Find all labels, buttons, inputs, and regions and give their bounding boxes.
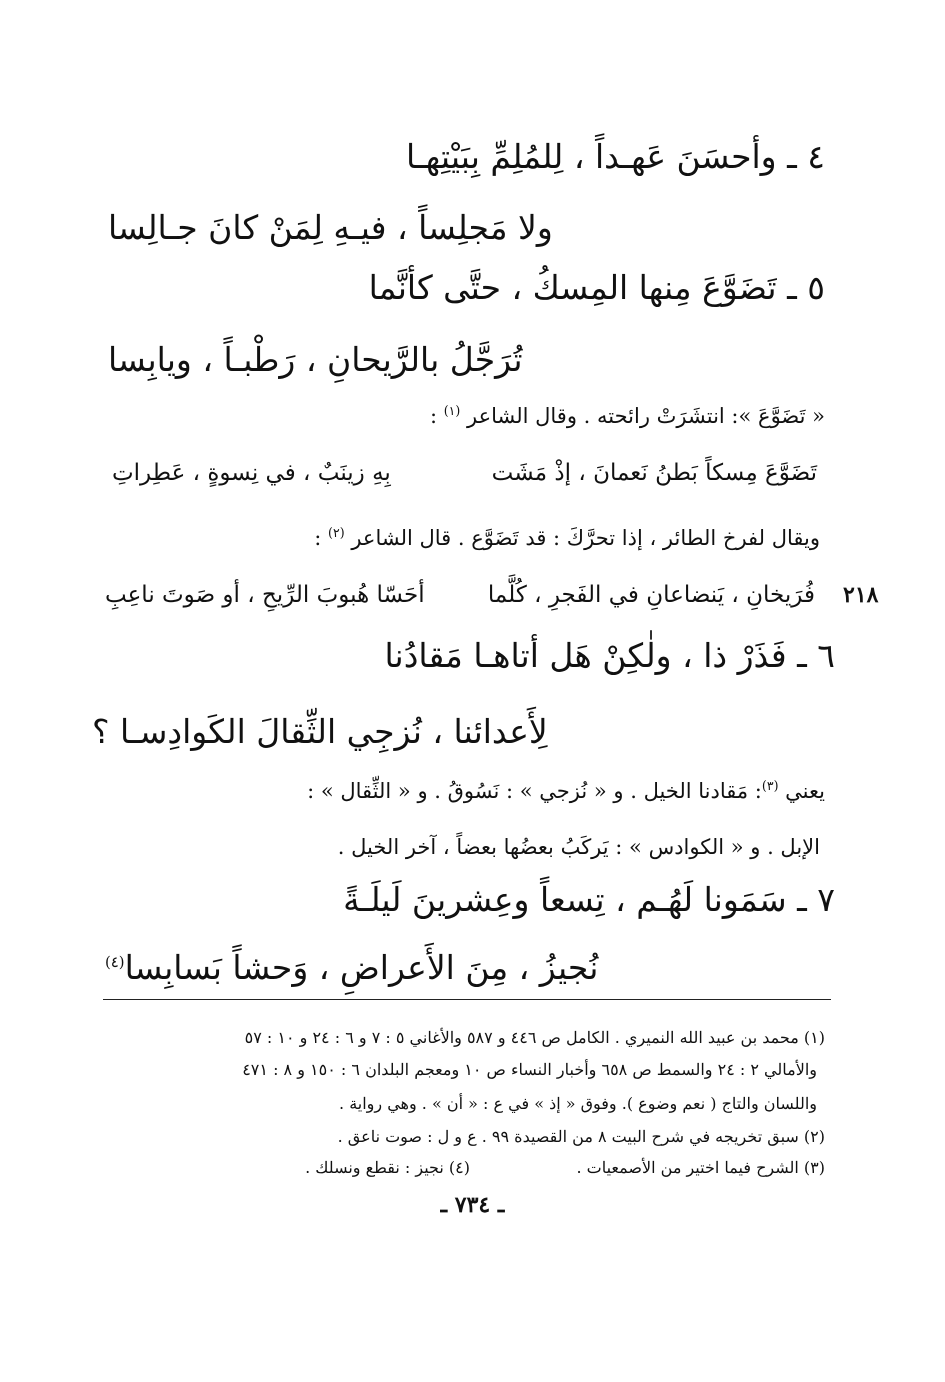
footnote-ref-3: (٣) [761,778,779,793]
footnote-3-number: (٣) [803,1158,825,1177]
footnote-1-text: محمد بن عبيد الله النميري . الكامل ص ٤٤٦ و ٥٨٧ والأغاني ٥ : ٧ و ٦ : ٢٤ و ١٠ : ٥٧ [244,1028,799,1047]
commentary-text-2: ويقال لفرخ الطائر ، إذا تحرَّكَ : قد تَضَوَّع . قال الشاعر [344,526,820,550]
footnote-2-text: سبق تخريجه في شرح البيت ٨ من القصيدة ٩٩ . ع و ل : صوت ناعق . [337,1127,799,1146]
footnote-4 [305,1158,470,1177]
commentary-line-4: الإبل . و « الكوادس » : يَركَبُ بعضُها بعضاً ، آخر الخيل . [337,835,820,859]
commentary-line-2 [314,525,820,550]
verse-4-second-hemistich: ولا مَجلِساً ، فيـهِ لِمَنْ كانَ جـالِسا [108,208,553,247]
verse-5-first-hemistich: ٥ ـ تَضَوَّعَ مِنها المِسكُ ، حتَّى كأنَّما [368,268,825,307]
commentary-line [430,403,825,428]
commentary-colon-2: : [314,526,329,550]
page-number: ـ ٧٣٤ ـ [440,1192,505,1218]
commentary-line-3 [307,778,825,803]
quoted-verse-1 [112,460,817,486]
footnote-1-number: (١) [803,1028,825,1047]
commentary-colon: : [429,404,444,428]
verse-7-second-text: نُجيزُ ، مِنَ الأَعراضِ ، وَحشاً بَسابِسا [124,948,599,987]
footnote-4-number: (٤) [448,1158,470,1177]
verse-5-second-hemistich: تُرَجَّلُ بالرَّيحانِ ، رَطْبـاً ، ويابِسا [108,340,523,379]
margin-number: ٢١٨ [843,582,879,608]
footnote-ref-1: (١) [443,403,461,418]
verse-6-second-hemistich: لِأَعدائنا ، نُزجِي الثِّقالَ الكَوادِسـا ؟ [92,712,548,751]
verse-7-second-hemistich [105,948,598,987]
verse-6-first-hemistich: ٦ ـ فَذَرْ ذا ، ولٰكِنْ هَل أتاهـا مَقادُنا [384,636,835,675]
commentary-text-3: يعني [778,779,825,803]
footnote-1-line-3: واللسان والتاج ( نعم وضوع ). وفوق « إذ » في ع : « أن » . وهي رواية . [339,1094,817,1113]
commentary-text: « تَضَوَّعَ »: انتشَرَتْ رائحته . وقال الشاعر [460,404,825,428]
footnote-1-line-2: والأمالي ٢ : ٢٤ والسمط ص ٦٥٨ وأخبار النساء ص ١٠ ومعجم البلدان ٦ : ١٥٠ و ٨ : ٤٧١ [242,1060,817,1079]
verse-7-first-hemistich: ٧ ـ سَمَونا لَهُـم ، تِسعاً وعِشرينَ لَيلَـةً [343,880,835,919]
footnote-2 [338,1127,825,1146]
footnote-4-text: نجيز : نقطع ونسلك . [305,1158,444,1177]
commentary-text-3b: : مَقادنا الخيل . و « نُزجي » : نَسُوقُ . و « الثِّقال » : [307,779,762,803]
quoted-verse-1-right: تَضَوَّعَ مِسكاً بَطنُ نَعمانَ ، إذْ مَشَت [491,460,817,486]
footnote-3 [576,1158,825,1177]
footnote-3-text: الشرح فيما اختير من الأصمعيات . [576,1158,799,1177]
quoted-verse-2 [105,582,815,608]
quoted-verse-2-left: أحَسّا هُبوبَ الرِّيحِ ، أو صَوتَ ناعِبِ [105,582,425,608]
footnote-2-number: (٢) [803,1127,825,1146]
quoted-verse-2-right: فُرَيخانِ ، يَنضاعانِ في الفَجرِ ، كُلَّما [487,582,815,608]
footnote-ref-4: (٤) [105,953,125,971]
footnote-divider [103,999,831,1000]
footnote-1-line-1 [245,1028,825,1047]
footnote-ref-2: (٢) [328,525,345,540]
verse-4-first-hemistich: ٤ ـ وأحسَنَ عَهـداً ، لِلمُلِمِّ بِبَيْتِهـا [405,137,825,176]
quoted-verse-1-left: بِهِ زينَبٌ ، في نِسوةٍ ، عَطِراتِ [112,460,391,486]
